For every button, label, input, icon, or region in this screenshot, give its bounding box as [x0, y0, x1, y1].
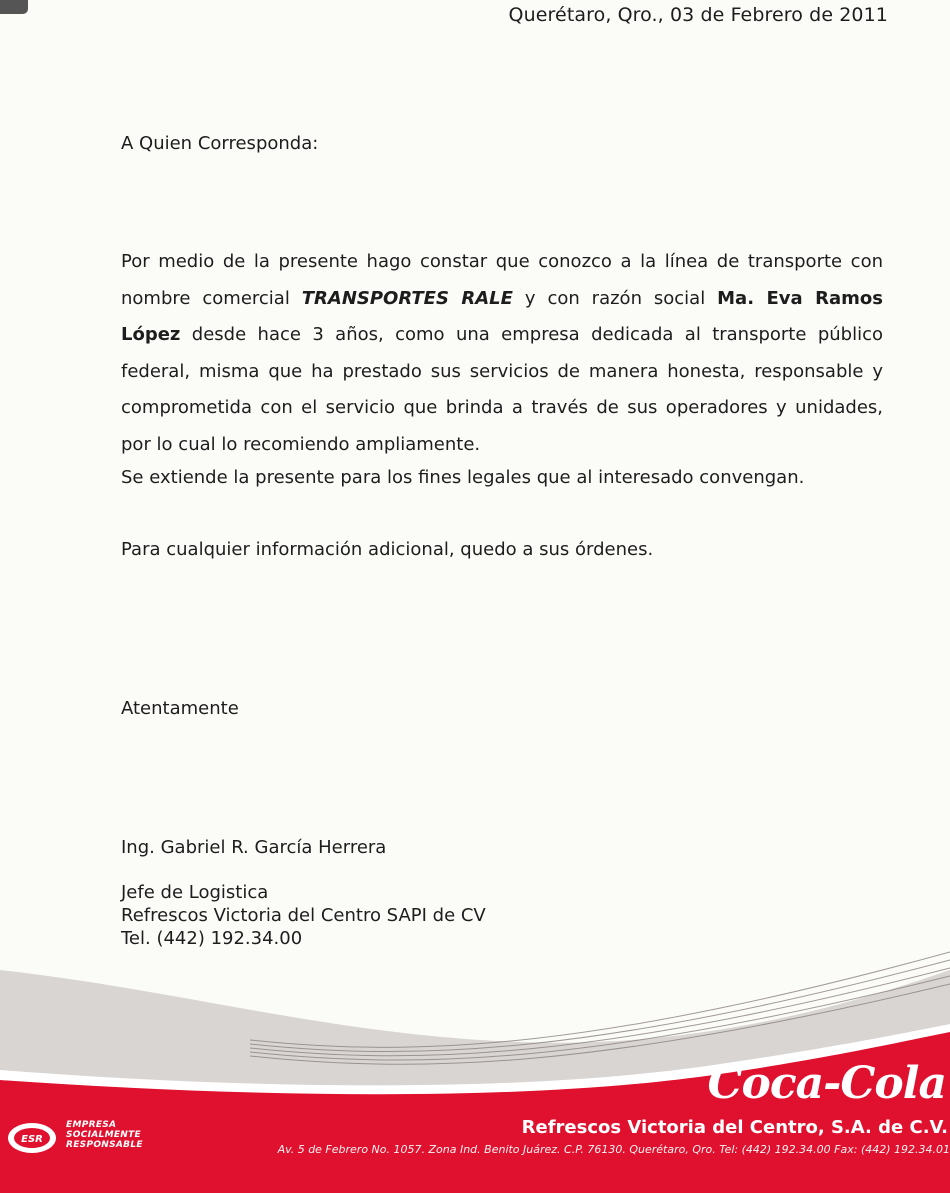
greeting: A Quien Corresponda: [121, 133, 319, 154]
paragraph-2: Se extiende la presente para los fines legales que al interesado convengan. [121, 467, 805, 488]
letter-date: Querétaro, Qro., 03 de Febrero de 2011 [508, 4, 888, 26]
footer-company-name: Refrescos Victoria del Centro, S.A. de C.V. [521, 1117, 948, 1138]
signer-name: Ing. Gabriel R. García Herrera [121, 837, 387, 858]
corner-tab [0, 0, 28, 14]
commercial-name: TRANSPORTES RALE [301, 287, 513, 309]
esr-label: EMPRESA SOCIALMENTE RESPONSABLE [66, 1120, 143, 1150]
paragraph-1 [121, 244, 883, 463]
closing: Atentamente [121, 698, 239, 719]
svg-text:ESR: ESR [21, 1134, 43, 1145]
signer-company: Refrescos Victoria del Centro SAPI de CV [121, 905, 486, 926]
footer-address: Av. 5 de Febrero No. 1057. Zona Ind. Benito Juárez. C.P. 76130. Querétaro, Qro. Tel: (442) 192.34.00 Fax: (442) 192.34.01 [277, 1143, 950, 1156]
esr-badge [8, 1123, 56, 1153]
signer-phone: Tel. (442) 192.34.00 [121, 928, 303, 949]
paragraph-1-part2: y con razón social [512, 287, 718, 309]
paragraph-1-part1: Por medio de la presente hago constar que conozco a la línea de transporte con nombre comercial [121, 251, 883, 309]
paragraph-1-part3: desde hace 3 años, como una empresa dedicada al transporte público federal, misma que ha prestado sus servicios de manera honesta, responsable y comprometida con el servicio que brinda a través de sus operadores y unidades, por lo cual lo recomiendo ampliamente. [121, 324, 883, 455]
coca-cola-logo: Coca-Cola [707, 1058, 946, 1109]
legal-name: Ma. Eva Ramos López [121, 287, 883, 345]
paragraph-3: Para cualquier información adicional, quedo a sus órdenes. [121, 539, 654, 560]
signer-title: Jefe de Logistica [121, 882, 269, 903]
